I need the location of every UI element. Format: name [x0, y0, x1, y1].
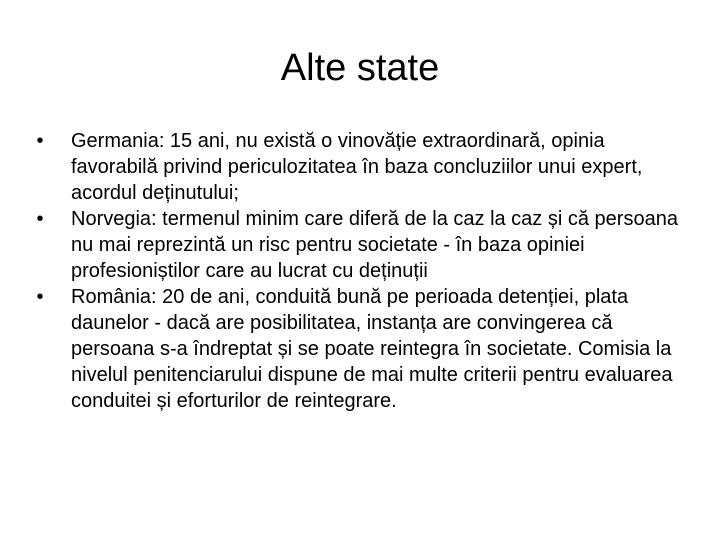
bullet-item-germania [30, 128, 694, 206]
bullet-marker: • [36, 286, 44, 308]
bullet-text: România: 20 de ani, conduită bună pe perioada detenției, plata daunelor - dacă are posibilitatea, instanța are convingerea că persoana s-a îndreptat și se poate reintegra în societate. Comisia la nivelul penitenciarului dispune de mai multe criterii pentru evaluarea conduitei și eforturilor de reintegrare. [71, 286, 673, 412]
bullet-marker: • [36, 130, 44, 152]
bullet-list [30, 128, 694, 414]
bullet-marker: • [36, 208, 44, 230]
slide-title: Alte state [280, 47, 440, 89]
bullet-text: Norvegia: termenul minim care diferă de la caz la caz și că persoana nu mai reprezintă un risc pentru societate - în baza opiniei profesioniștilor care au lucrat cu deținuții [71, 208, 678, 282]
bullet-item-romania [30, 284, 694, 414]
bullet-text: Germania: 15 ani, nu există o vinovăție extraordinară, opinia favorabilă privind periculozitatea în baza concluziilor unui expert, acordul deținutului; [71, 130, 643, 204]
bullet-item-norvegia [30, 206, 694, 284]
